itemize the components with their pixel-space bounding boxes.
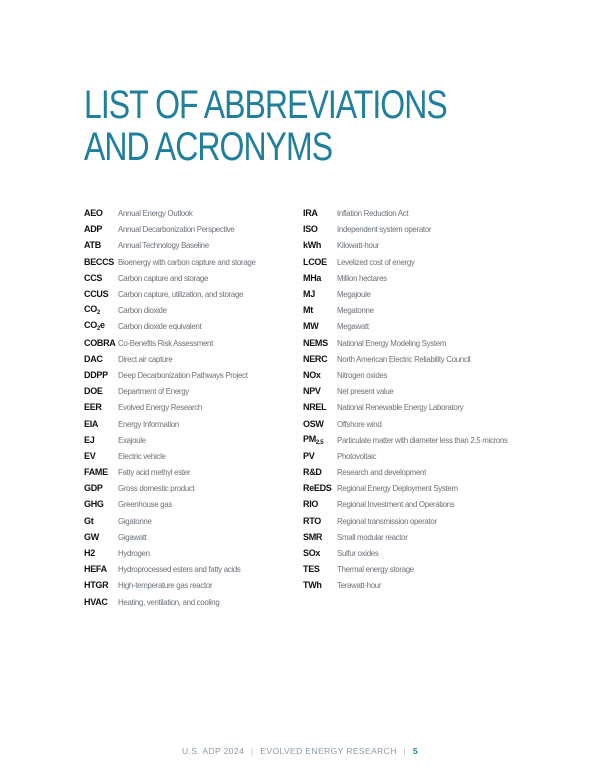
abbreviation-term: GW xyxy=(84,531,99,542)
abbreviation-term: TES xyxy=(303,564,320,575)
abbreviation-row xyxy=(303,205,523,221)
abbreviation-term: MJ xyxy=(303,289,315,300)
abbreviation-definition: Electric vehicle xyxy=(118,450,166,461)
abbreviation-definition: Carbon capture and storage xyxy=(118,272,209,283)
abbreviation-term: ATB xyxy=(84,240,101,251)
abbreviation-term: DAC xyxy=(84,353,103,364)
abbreviation-definition: Kilowatt-hour xyxy=(337,240,379,251)
abbreviation-definition: Megawatt xyxy=(337,321,369,332)
abbreviation-term: NREL xyxy=(303,402,327,413)
abbreviation-definition: Fatty acid methyl ester xyxy=(118,467,191,478)
abbreviation-definition: Net present value xyxy=(337,386,394,397)
abbreviation-subscript: 2.5 xyxy=(315,439,324,446)
abbreviation-row xyxy=(84,415,268,431)
abbreviation-definition: Hydroprocessed esters and fatty acids xyxy=(118,564,241,575)
abbreviation-term: NPV xyxy=(303,386,321,397)
abbreviation-definition: Annual Technology Baseline xyxy=(118,240,209,251)
abbreviation-row xyxy=(303,513,523,529)
abbreviation-definition: Offshore wind xyxy=(337,418,382,429)
abbreviation-base: CO xyxy=(84,320,97,331)
abbreviation-term xyxy=(84,320,118,332)
abbreviation-row xyxy=(84,480,268,496)
abbreviation-row xyxy=(84,237,268,253)
abbreviation-definition: Evolved Energy Research xyxy=(118,402,203,413)
abbreviation-row xyxy=(84,432,268,448)
abbreviation-term xyxy=(303,434,337,446)
abbreviation-definition: Annual Energy Outlook xyxy=(118,208,193,219)
abbreviation-row xyxy=(84,399,268,415)
abbreviation-row xyxy=(84,513,268,529)
abbreviation-definition: Greenhouse gas xyxy=(118,499,172,510)
abbreviation-definition: Heating, ventilation, and cooling xyxy=(118,596,220,607)
abbreviation-row xyxy=(303,318,523,334)
abbreviation-term: ISO xyxy=(303,224,318,235)
abbreviation-term: DDPP xyxy=(84,369,108,380)
abbreviation-definition: Direct air capture xyxy=(118,353,173,364)
abbreviation-term: R&D xyxy=(303,467,322,478)
abbreviation-row xyxy=(303,545,523,561)
abbreviation-definition: Gigawatt xyxy=(118,531,147,542)
abbreviation-term: MW xyxy=(303,321,319,332)
abbreviation-row xyxy=(303,448,523,464)
abbreviation-row xyxy=(303,367,523,383)
abbreviation-term: HEFA xyxy=(84,564,107,575)
abbreviation-definition: High-temperature gas reactor xyxy=(118,580,213,591)
abbreviation-row xyxy=(303,254,523,270)
abbreviation-definition: Carbon capture, utilization, and storage xyxy=(118,289,244,300)
abbreviation-term: ReEDS xyxy=(303,483,332,494)
abbreviation-row xyxy=(303,415,523,431)
abbreviation-term: EIA xyxy=(84,418,99,429)
abbreviation-term: SOx xyxy=(303,548,321,559)
abbreviations-column-right xyxy=(303,205,523,594)
abbreviation-definition: Megatonne xyxy=(337,305,374,316)
footer-report: U.S. ADP 2024 xyxy=(181,746,245,756)
abbreviation-definition: Department of Energy xyxy=(118,386,189,397)
abbreviation-term: Mt xyxy=(303,305,313,316)
abbreviation-definition: Regional Investment and Operations xyxy=(337,499,455,510)
abbreviation-row xyxy=(303,286,523,302)
title-line-1: LIST OF ABBREVIATIONS xyxy=(84,83,447,127)
abbreviation-definition: Nitrogen oxides xyxy=(337,369,388,380)
page-title xyxy=(84,84,447,168)
abbreviation-definition: Carbon dioxide xyxy=(118,305,167,316)
abbreviation-definition: Research and development xyxy=(337,467,426,478)
abbreviation-term: GDP xyxy=(84,483,103,494)
abbreviation-term: NOx xyxy=(303,369,321,380)
abbreviation-row xyxy=(303,383,523,399)
abbreviation-definition: Regional transmission operator xyxy=(337,515,437,526)
abbreviation-term: LCOE xyxy=(303,256,327,267)
abbreviation-row xyxy=(84,351,268,367)
abbreviation-term: SMR xyxy=(303,531,323,542)
abbreviation-term: TWh xyxy=(303,580,322,591)
page-footer xyxy=(0,746,600,756)
abbreviation-base: CO xyxy=(84,304,97,315)
footer-separator: | xyxy=(403,746,407,756)
abbreviation-row xyxy=(84,335,268,351)
abbreviation-term: COBRA xyxy=(84,337,116,348)
abbreviation-row xyxy=(303,577,523,593)
abbreviation-definition: Annual Decarbonization Perspective xyxy=(118,224,235,235)
abbreviation-term: HTGR xyxy=(84,580,109,591)
abbreviations-column-left xyxy=(84,205,268,610)
abbreviation-definition: Independent system operator xyxy=(337,224,432,235)
abbreviation-row xyxy=(303,221,523,237)
abbreviation-definition: Exajoule xyxy=(118,434,146,445)
abbreviation-definition: Megajoule xyxy=(337,289,371,300)
abbreviation-term xyxy=(84,304,118,316)
abbreviation-row xyxy=(84,221,268,237)
footer-separator: | xyxy=(250,746,254,756)
abbreviation-term: EJ xyxy=(84,434,95,445)
abbreviation-definition: National Energy Modeling System xyxy=(337,337,447,348)
abbreviation-term: BECCS xyxy=(84,256,115,267)
abbreviation-term: PV xyxy=(303,450,315,461)
abbreviation-row xyxy=(303,561,523,577)
abbreviation-definition: National Renewable Energy Laboratory xyxy=(337,402,464,413)
abbreviation-definition: Gross domestic product xyxy=(118,483,195,494)
abbreviation-term: DOE xyxy=(84,386,103,397)
abbreviation-row xyxy=(84,286,268,302)
abbreviation-term: H2 xyxy=(84,548,95,559)
abbreviation-definition: Sulfur oxides xyxy=(337,548,379,559)
abbreviation-definition: Carbon dioxide equivalent xyxy=(118,321,202,332)
abbreviation-row xyxy=(303,302,523,318)
abbreviation-row xyxy=(84,254,268,270)
abbreviation-base: PM xyxy=(303,433,316,444)
abbreviation-row xyxy=(84,318,268,334)
abbreviation-row xyxy=(303,399,523,415)
abbreviation-row xyxy=(84,302,268,318)
abbreviation-term: Gt xyxy=(84,515,94,526)
abbreviation-definition: Thermal energy storage xyxy=(337,564,414,575)
abbreviation-definition: Levelized cost of energy xyxy=(337,256,415,267)
abbreviation-row xyxy=(84,545,268,561)
abbreviation-row xyxy=(303,496,523,512)
abbreviation-row xyxy=(84,594,268,610)
abbreviation-term: ADP xyxy=(84,224,103,235)
abbreviation-row xyxy=(303,351,523,367)
abbreviation-row xyxy=(303,464,523,480)
abbreviation-definition: Photovoltaic xyxy=(337,450,377,461)
abbreviation-row xyxy=(303,270,523,286)
abbreviation-term: HVAC xyxy=(84,596,108,607)
abbreviation-term: NERC xyxy=(303,353,328,364)
abbreviation-definition: Regional Energy Deployment System xyxy=(337,483,458,494)
abbreviation-term: CCUS xyxy=(84,289,109,300)
abbreviation-term: RIO xyxy=(303,499,319,510)
abbreviation-row xyxy=(84,205,268,221)
abbreviation-definition: Million hectares xyxy=(337,272,387,283)
abbreviation-definition: Terawatt-hour xyxy=(337,580,382,591)
abbreviation-term: FAME xyxy=(84,467,108,478)
abbreviation-term: EV xyxy=(84,450,96,461)
abbreviation-row xyxy=(303,237,523,253)
abbreviation-definition: Particulate matter with diameter less than 2.5 microns xyxy=(337,434,508,445)
abbreviation-definition: North American Electric Reliability Council xyxy=(337,353,471,364)
abbreviation-row xyxy=(303,480,523,496)
abbreviation-term: OSW xyxy=(303,418,324,429)
abbreviation-term: NEMS xyxy=(303,337,328,348)
abbreviation-row xyxy=(84,577,268,593)
abbreviation-row xyxy=(84,270,268,286)
title-line-2: AND ACRONYMS xyxy=(84,125,333,169)
abbreviation-definition: Deep Decarbonization Pathways Project xyxy=(118,369,248,380)
abbreviation-term: IRA xyxy=(303,208,318,219)
abbreviation-term: RTO xyxy=(303,515,321,526)
abbreviation-term: MHa xyxy=(303,272,322,283)
abbreviation-term: AEO xyxy=(84,208,103,219)
footer-org: EVOLVED ENERGY RESEARCH xyxy=(260,746,397,756)
abbreviation-term: kWh xyxy=(303,240,322,251)
abbreviation-subscript: 2 xyxy=(96,310,100,317)
abbreviation-definition: Gigatonne xyxy=(118,515,152,526)
abbreviation-definition: Bioenergy with carbon capture and storage xyxy=(118,256,256,267)
abbreviation-row xyxy=(84,367,268,383)
abbreviation-subscript: 2 xyxy=(96,326,100,333)
abbreviation-row xyxy=(303,529,523,545)
abbreviation-definition: Co-Benefits Risk Assessment xyxy=(118,337,214,348)
abbreviation-row xyxy=(303,432,523,448)
abbreviation-row xyxy=(84,561,268,577)
abbreviation-term: CCS xyxy=(84,272,103,283)
abbreviation-suffix: e xyxy=(99,320,105,331)
abbreviation-term: EER xyxy=(84,402,102,413)
abbreviation-row xyxy=(84,383,268,399)
abbreviation-row xyxy=(303,335,523,351)
abbreviation-row xyxy=(84,464,268,480)
abbreviation-definition: Small modular reactor xyxy=(337,531,408,542)
abbreviation-definition: Hydrogen xyxy=(118,548,150,559)
abbreviation-term: GHG xyxy=(84,499,104,510)
abbreviation-row xyxy=(84,496,268,512)
abbreviation-definition: Energy Information xyxy=(118,418,180,429)
page-number: 5 xyxy=(412,746,419,756)
abbreviation-definition: Inflation Reduction Act xyxy=(337,208,409,219)
abbreviation-row xyxy=(84,448,268,464)
abbreviation-row xyxy=(84,529,268,545)
